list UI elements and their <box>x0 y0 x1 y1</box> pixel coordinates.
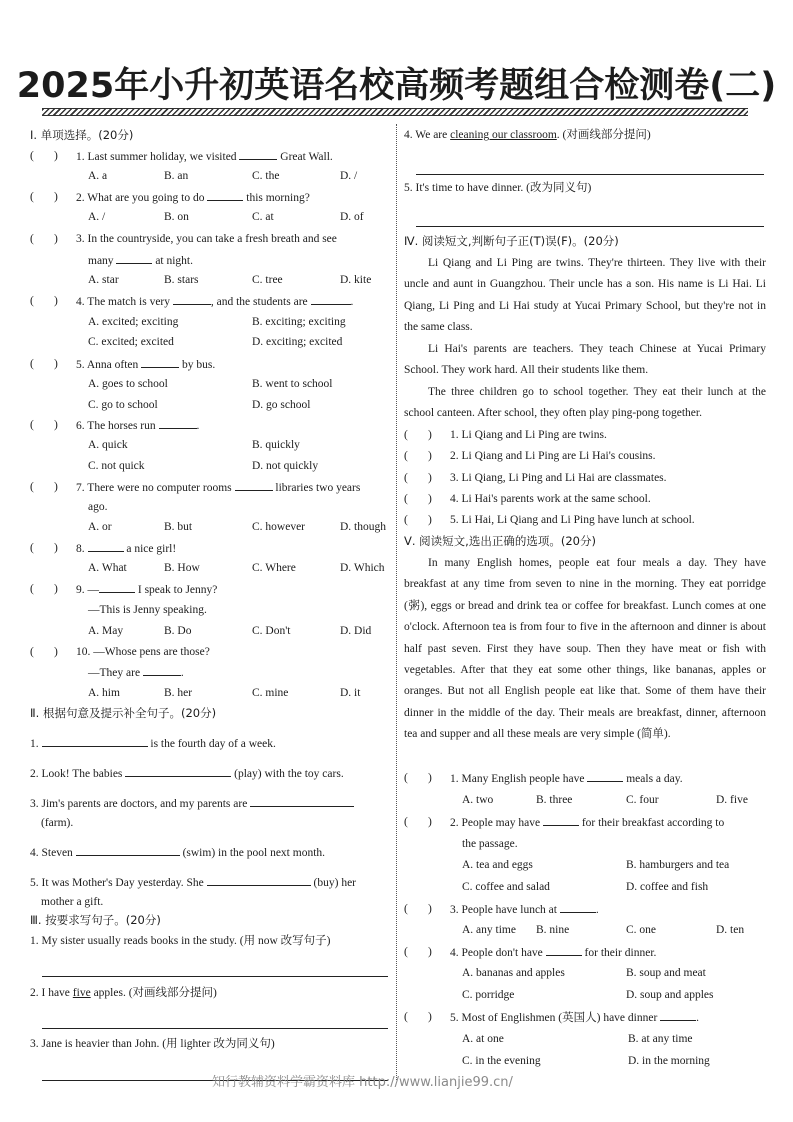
question-stem-line2: —They are . <box>88 667 184 679</box>
option-c[interactable]: C. not quick <box>88 460 145 472</box>
rewrite-question: 3. Jane is heavier than John. (用 lighter 改为同义句) <box>30 1038 275 1050</box>
question-stem: 1. Many English people have meals a day. <box>450 773 683 785</box>
question-stem: 10. —Whose pens are those? <box>76 646 210 658</box>
option-d[interactable]: D. exciting; excited <box>252 336 343 348</box>
answer-blank[interactable] <box>76 845 180 856</box>
answer-blank[interactable] <box>587 771 623 782</box>
answer-bracket[interactable]: ( ) <box>30 150 58 162</box>
answer-blank[interactable] <box>311 294 351 305</box>
option-d[interactable]: D. though <box>340 521 386 533</box>
option-b[interactable]: B. an <box>164 170 189 182</box>
question-stem: 4. People don't have for their dinner. <box>450 947 657 959</box>
question-stem: 3. In the countryside, you can take a fresh breath and see <box>76 233 337 245</box>
option-d[interactable]: D. / <box>340 170 358 182</box>
answer-blank[interactable] <box>141 357 179 368</box>
fill-question: 1. is the fourth day of a week. <box>30 738 276 750</box>
option-d[interactable]: D. ten <box>716 924 745 936</box>
option-a[interactable]: A. May <box>88 625 124 637</box>
answer-bracket[interactable]: ( ) <box>404 429 432 441</box>
option-b[interactable]: B. hamburgers and tea <box>626 859 730 871</box>
answer-blank[interactable] <box>546 945 582 956</box>
option-c[interactable]: C. Where <box>252 562 296 574</box>
option-b[interactable]: B. stars <box>164 274 199 286</box>
footer-watermark: 知行教辅资料学霸资料库 http://www.lianjie99.cn/ <box>212 1075 513 1090</box>
option-d[interactable]: D. not quickly <box>252 460 319 472</box>
rewrite-question: 1. My sister usually reads books in the study. (用 now 改写句子) <box>30 935 331 947</box>
option-a[interactable]: A. What <box>88 562 127 574</box>
answer-bracket[interactable]: ( ) <box>404 946 432 958</box>
option-a[interactable]: A. any time <box>462 924 516 936</box>
question-stem: 8. a nice girl! <box>76 543 177 555</box>
question-stem-line2: many at night. <box>88 255 194 267</box>
option-b[interactable]: B. How <box>164 562 200 574</box>
option-c[interactable]: C. excited; excited <box>88 336 174 348</box>
option-c[interactable]: C. mine <box>252 687 289 699</box>
option-c[interactable]: C. porridge <box>462 989 515 1001</box>
fill-question: 4. Steven (swim) in the pool next month. <box>30 847 326 859</box>
option-b[interactable]: B. nine <box>536 924 570 936</box>
section-1-heading: Ⅰ. 单项选择。(20分) <box>30 128 134 142</box>
answer-bracket[interactable]: ( ) <box>404 514 432 526</box>
rewrite-question: 2. I have five apples. (对画线部分提问) <box>30 987 217 999</box>
section-3-heading: Ⅲ. 按要求写句子。(20分) <box>30 913 161 927</box>
question-stem: 3. People have lunch at . <box>450 904 599 916</box>
answer-bracket[interactable]: ( ) <box>404 903 432 915</box>
option-d[interactable]: D. it <box>340 687 361 699</box>
option-b[interactable]: B. exciting; exciting <box>252 316 346 328</box>
answer-bracket[interactable]: ( ) <box>30 583 58 595</box>
answer-blank[interactable] <box>239 149 277 160</box>
answer-bracket[interactable]: ( ) <box>30 358 58 370</box>
answer-blank[interactable] <box>173 294 211 305</box>
answer-line[interactable] <box>416 174 764 175</box>
section-4-heading: Ⅳ. 阅读短文,判断句子正(T)误(F)。(20分) <box>404 234 619 248</box>
option-c[interactable]: C. tree <box>252 274 283 286</box>
option-c[interactable]: C. in the evening <box>462 1055 541 1067</box>
option-a[interactable]: A. a <box>88 170 108 182</box>
option-a[interactable]: A. him <box>88 687 120 699</box>
passage-paragraph: Li Hai's parents are teachers. They teach Chinese at Yucai Primary School. They work hard. All their students like them. <box>404 343 766 377</box>
tf-statement: 1. Li Qiang and Li Ping are twins. <box>450 429 607 441</box>
answer-line[interactable] <box>42 1028 388 1029</box>
tf-statement: 5. Li Hai, Li Qiang and Li Ping have lunch at school. <box>450 514 695 526</box>
option-b[interactable]: B. her <box>164 687 193 699</box>
option-a[interactable]: A. / <box>88 211 106 223</box>
option-d[interactable]: D. in the morning <box>628 1055 710 1067</box>
page-title: 2025年小升初英语名校高频考题组合检测卷(二) <box>16 66 777 106</box>
option-b[interactable]: B. three <box>536 794 573 806</box>
answer-bracket[interactable]: ( ) <box>404 1011 432 1023</box>
rewrite-question: 5. It's time to have dinner. (改为同义句) <box>404 182 592 194</box>
option-d[interactable]: D. coffee and fish <box>626 881 709 893</box>
rewrite-question: 4. We are cleaning our classroom. (对画线部分提问) <box>404 129 651 141</box>
passage-paragraph: Li Qiang and Li Ping are twins. They're thirteen. They live with their uncle and aunt in Guangzhou. Their uncle has a son. His name is Li Hai. Li Qiang, Li Ping and Li Hai study at Yucai Primary School, but they're not in the same class. <box>404 257 766 334</box>
answer-blank[interactable] <box>125 766 231 777</box>
answer-blank[interactable] <box>560 902 596 913</box>
answer-bracket[interactable]: ( ) <box>30 191 58 203</box>
option-d[interactable]: D. Which <box>340 562 385 574</box>
answer-bracket[interactable]: ( ) <box>404 493 432 505</box>
question-stem: 7. There were no computer rooms libraries two years <box>76 482 361 494</box>
fill-question-line2: (farm). <box>41 817 74 829</box>
option-c[interactable]: C. coffee and salad <box>462 881 550 893</box>
question-stem-line2: the passage. <box>462 838 518 850</box>
option-d[interactable]: D. soup and apples <box>626 989 714 1001</box>
tf-statement: 4. Li Hai's parents work at the same school. <box>450 493 651 505</box>
option-b[interactable]: B. went to school <box>252 378 333 390</box>
option-a[interactable]: A. at one <box>462 1033 504 1045</box>
answer-bracket[interactable]: ( ) <box>30 481 58 493</box>
fill-question: 2. Look! The babies (play) with the toy cars. <box>30 768 344 780</box>
section-2-heading: Ⅱ. 根据句意及提示补全句子。(20分) <box>30 706 217 720</box>
answer-blank[interactable] <box>99 582 135 593</box>
column-divider <box>396 124 397 1080</box>
fill-question: 3. Jim's parents are doctors, and my parents are <box>30 796 354 811</box>
option-b[interactable]: B. at any time <box>628 1033 693 1045</box>
option-c[interactable]: C. Don't <box>252 625 291 637</box>
title-rule <box>42 108 748 116</box>
answer-blank[interactable] <box>116 253 152 264</box>
answer-bracket[interactable]: ( ) <box>404 816 432 828</box>
option-c[interactable]: C. go to school <box>88 399 158 411</box>
option-d[interactable]: D. go school <box>252 399 311 411</box>
answer-blank[interactable] <box>250 796 354 807</box>
question-stem: 1. Last summer holiday, we visited Great Wall. <box>76 151 333 163</box>
option-a[interactable]: A. tea and eggs <box>462 859 533 871</box>
option-a[interactable]: A. excited; exciting <box>88 316 179 328</box>
answer-line[interactable] <box>416 226 764 227</box>
question-stem: 9. — I speak to Jenny? <box>76 584 218 596</box>
option-c[interactable]: C. one <box>626 924 657 936</box>
option-a[interactable]: A. goes to school <box>88 378 168 390</box>
answer-blank[interactable] <box>159 418 197 429</box>
answer-blank[interactable] <box>88 541 124 552</box>
answer-blank[interactable] <box>543 815 579 826</box>
fill-question-line2: mother a gift. <box>41 896 104 908</box>
fill-question: 5. It was Mother's Day yesterday. She (buy) her <box>30 877 357 889</box>
option-d[interactable]: D. of <box>340 211 364 223</box>
option-c[interactable]: C. however <box>252 521 306 533</box>
answer-blank[interactable] <box>143 665 181 676</box>
question-stem-line2: ago. <box>88 501 108 513</box>
tf-statement: 3. Li Qiang, Li Ping and Li Hai are classmates. <box>450 472 667 484</box>
question-stem: 6. The horses run . <box>76 420 200 432</box>
option-c[interactable]: C. the <box>252 170 280 182</box>
question-stem: 2. People may have for their breakfast according to <box>450 817 725 829</box>
answer-blank[interactable] <box>42 736 148 747</box>
answer-blank[interactable] <box>207 190 243 201</box>
passage-paragraph: In many English homes, people eat four meals a day. They have breakfast at any time from seven to nine in the morning. They eat porridge (粥), eggs or bread and drink tea or coffee for breakfast. Lunch comes at one o'clock. Afternoon tea is from four to five in the afternoon and dinner is about half past seven. First they have soup. Then they have meat or fish with vegetables. After that they eat some other things, like bananas, apples or oranges. But not all English people eat like that. Some of them have their dinner in the middle of the day. Their meals are breakfast, dinner, afternoon tea and supper and all these meals are very simple (简单). <box>404 557 766 741</box>
question-stem: 5. Most of Englishmen (英国人) have dinner . <box>450 1012 700 1024</box>
option-b[interactable]: B. soup and meat <box>626 967 706 979</box>
answer-bracket[interactable]: ( ) <box>30 295 58 307</box>
option-a[interactable]: A. quick <box>88 439 128 451</box>
section-5-heading: Ⅴ. 阅读短文,选出正确的选项。(20分) <box>404 534 596 548</box>
option-a[interactable]: A. or <box>88 521 112 533</box>
option-b[interactable]: B. but <box>164 521 193 533</box>
answer-bracket[interactable]: ( ) <box>30 542 58 554</box>
question-stem: 5. Anna often by bus. <box>76 359 216 371</box>
passage-paragraph: The three children go to school together. They eat their lunch at the school canteen. After school, they often play ping-pong together. <box>404 386 766 420</box>
answer-line[interactable] <box>42 976 388 977</box>
answer-bracket[interactable]: ( ) <box>30 646 58 658</box>
answer-blank[interactable] <box>235 480 273 491</box>
option-a[interactable]: A. star <box>88 274 119 286</box>
question-stem: 4. The match is very , and the students are . <box>76 296 354 308</box>
answer-blank[interactable] <box>207 875 311 886</box>
answer-bracket[interactable]: ( ) <box>404 772 432 784</box>
option-b[interactable]: B. Do <box>164 625 192 637</box>
option-c[interactable]: C. at <box>252 211 274 223</box>
option-a[interactable]: A. two <box>462 794 494 806</box>
tf-statement: 2. Li Qiang and Li Ping are Li Hai's cousins. <box>450 450 656 462</box>
question-stem: 2. What are you going to do this morning? <box>76 192 310 204</box>
answer-bracket[interactable]: ( ) <box>404 450 432 462</box>
option-c[interactable]: C. four <box>626 794 659 806</box>
question-stem-line2: —This is Jenny speaking. <box>88 604 207 616</box>
answer-blank[interactable] <box>660 1010 696 1021</box>
answer-bracket[interactable]: ( ) <box>404 472 432 484</box>
option-d[interactable]: D. kite <box>340 274 372 286</box>
option-b[interactable]: B. on <box>164 211 189 223</box>
option-d[interactable]: D. Did <box>340 625 372 637</box>
answer-bracket[interactable]: ( ) <box>30 419 58 431</box>
answer-bracket[interactable]: ( ) <box>30 233 58 245</box>
option-a[interactable]: A. bananas and apples <box>462 967 565 979</box>
option-b[interactable]: B. quickly <box>252 439 300 451</box>
option-d[interactable]: D. five <box>716 794 748 806</box>
